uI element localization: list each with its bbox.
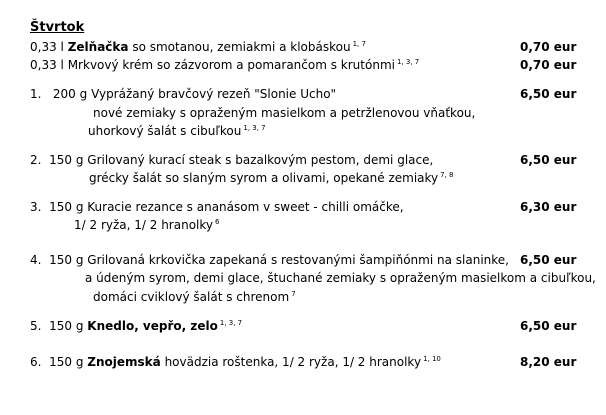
item-1-allergens: 1, 3, 7 xyxy=(243,124,266,132)
item-5-title: Knedlo, vepřo, zelo xyxy=(87,319,218,333)
item-1-line-3 xyxy=(88,124,266,138)
item-2-line-2 xyxy=(89,171,454,185)
item-1-line-3-text: uhorkový šalát s cibuľkou xyxy=(88,124,242,138)
soup-1-desc: so smotanou, zemiakmi a klobáskou xyxy=(132,40,351,54)
soup-1-line xyxy=(30,40,366,54)
item-6-allergens: 1, 10 xyxy=(423,355,441,363)
item-4-number: 4. xyxy=(30,253,42,267)
item-1-line-2: nové zemiaky s opraženým masielkom a petržlenovou vňaťkou, xyxy=(93,106,476,120)
item-6-title-bold: Znojemská xyxy=(87,355,161,369)
item-6-number: 6. xyxy=(30,355,42,369)
item-1-line-1 xyxy=(30,87,336,101)
day-heading: Štvrtok xyxy=(30,20,85,35)
item-2-allergens: 7, 8 xyxy=(440,171,454,179)
item-3-allergens: 6 xyxy=(215,218,220,226)
item-4-title: Grilovaná krkovička zapekaná s restovanými šampiňónmi na slaninke, xyxy=(87,253,509,267)
soup-1-price: 0,70 eur xyxy=(520,40,577,54)
item-2-qty: 150 g xyxy=(49,153,84,167)
item-5-price: 6,50 eur xyxy=(520,319,577,333)
soup-2-desc: Mrkvový krém so zázvorom a pomarančom s krutónmi xyxy=(67,58,395,72)
item-6-line-1 xyxy=(30,355,441,369)
item-3-line-2-text: 1/ 2 ryža, 1/ 2 hranolky xyxy=(74,218,213,232)
item-3-line-1 xyxy=(30,200,404,214)
item-3-qty: 150 g xyxy=(49,200,84,214)
item-2-line-1 xyxy=(30,153,433,167)
soup-1-qty: 0,33 l xyxy=(30,40,64,54)
soup-2-line xyxy=(30,58,419,72)
item-4-qty: 150 g xyxy=(49,253,84,267)
item-6-qty: 150 g xyxy=(49,355,84,369)
item-1-qty: 200 g xyxy=(52,87,88,101)
item-2-title: Grilovaný kurací steak s bazalkovým pestom, demi glace, xyxy=(87,153,434,167)
soup-2-price: 0,70 eur xyxy=(520,58,577,72)
item-1-number: 1. xyxy=(30,87,42,101)
item-2-line-2-text: grécky šalát so slaným syrom a olivami, opekané zemiaky xyxy=(89,171,439,185)
item-1-price: 6,50 eur xyxy=(520,87,577,101)
item-3-price: 6,30 eur xyxy=(520,200,577,214)
item-3-title: Kuracie rezance s ananásom v sweet - chilli omáčke, xyxy=(87,200,404,214)
item-4-price: 6,50 eur xyxy=(520,253,577,267)
item-1-title: Vyprážaný bravčový rezeň "Slonie Ucho" xyxy=(91,87,337,101)
item-4-line-3-text: domáci cviklový šalát s chrenom xyxy=(93,290,290,304)
item-4-line-1 xyxy=(30,253,509,267)
item-6-title: hovädzia roštenka, 1/ 2 ryža, 1/ 2 hranolky xyxy=(164,355,422,369)
soup-2-allergens: 1, 3, 7 xyxy=(396,58,420,66)
item-4-line-2: a údeným syrom, demi glace, štuchané zemiaky s opraženým masielkom a cibuľkou, xyxy=(85,271,596,285)
item-2-price: 6,50 eur xyxy=(520,153,577,167)
item-5-allergens: 1, 3, 7 xyxy=(219,319,243,327)
item-6-price: 8,20 eur xyxy=(520,355,577,369)
soup-2-qty: 0,33 l xyxy=(30,58,64,72)
item-5-line-1 xyxy=(30,319,242,333)
item-4-allergens: 7 xyxy=(291,290,296,298)
soup-1-name: Zelňačka xyxy=(67,40,129,54)
item-3-number: 3. xyxy=(30,200,42,214)
item-3-line-2 xyxy=(74,218,219,232)
item-5-qty: 150 g xyxy=(49,319,84,333)
item-5-number: 5. xyxy=(30,319,42,333)
item-4-line-3 xyxy=(93,290,296,304)
soup-1-allergens: 1, 7 xyxy=(352,40,366,48)
item-2-number: 2. xyxy=(30,153,42,167)
